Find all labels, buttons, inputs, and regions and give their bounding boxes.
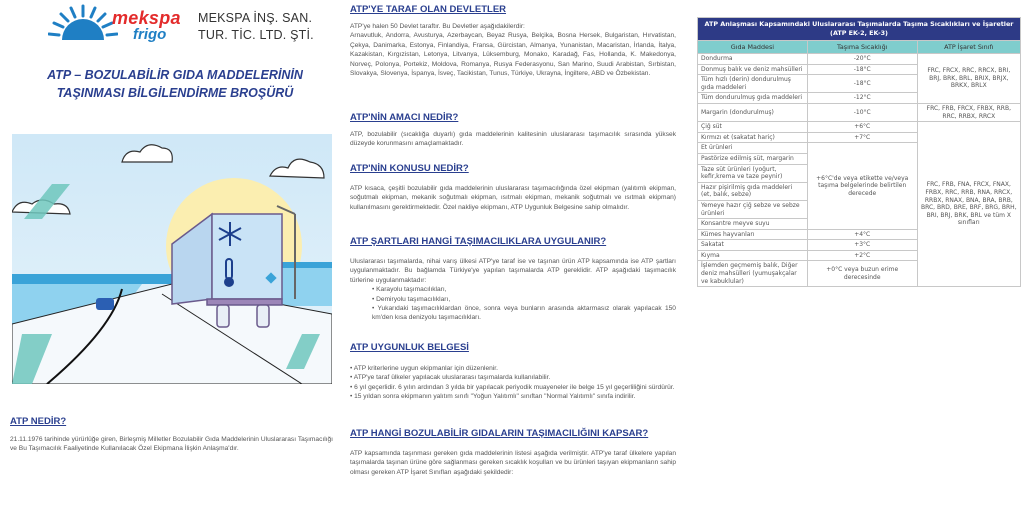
mark-class-cell: FRC, FRB, FRCX, FRBX, RRB, RRC, RRBX, RRCX [917, 103, 1020, 121]
section-heading: ATP UYGUNLUK BELGESİ [350, 342, 469, 353]
section-konusu [350, 163, 676, 212]
section-heading: ATP'NİN AMACI NEDİR? [350, 112, 459, 123]
mark-class-cell: FRC, FRB, FNA, FRCX, FNAX, FRBX, RRC, RRB, RNA, RRCX, RRBX, RNAX, BNA, BRA, BRB, BRC, BRD, BRE, BRF, BRG, BRH, BRI, BRJ, BRK, BRL ve tüm X sınıfları [917, 122, 1020, 287]
list-item: • ATP'ye taraf ülkeler yapılacak uluslararası taşımalarda kullanılabilir. [350, 373, 676, 382]
transport-type-list [350, 285, 676, 323]
left-column [10, 0, 340, 528]
truck-illustration [12, 134, 332, 384]
food-cell: Kırmızı et (sakatat hariç) [698, 132, 808, 143]
temperature-cell: -12°C [807, 93, 917, 104]
food-cell: Yemeye hazır çiğ sebze ve sebze ürünleri [698, 200, 808, 218]
table-row [698, 54, 1021, 65]
section-heading: ATP HANGİ BOZULABİLİR GIDALARIN TAŞIMACILIĞINI KAPSAR? [350, 428, 649, 439]
temperature-cell: +6°C'de veya etikette ve/veya taşıma belgelerinde belirtilen derecede [807, 143, 917, 229]
company-logo [38, 2, 318, 44]
list-item: • Demiryolu taşımacılıkları, [372, 295, 676, 304]
food-cell: Dondurma [698, 54, 808, 65]
temperature-cell: +7°C [807, 132, 917, 143]
food-cell: Taze süt ürünleri (yoğurt, kefir,krema ve taze peynir) [698, 164, 808, 182]
temperature-cell: -20°C [807, 54, 917, 65]
section-text: Uluslararası taşımalarda, nihai varış ülkesi ATP'ye taraf ise ve taşınan ürün ATP kapsamında ise ATP şartları uygulanmaktadır. Bu bağlamda Türkiye'ye yapılan taşımalarda ATP gereklidir. ATP aşağıdaki taşımacılık türlerine uygulanmaktadır: [350, 258, 676, 284]
brochure-title-line1: ATP – BOZULABİLİR GIDA MADDELERİNİN [47, 68, 303, 82]
section-taraf-devletler [350, 4, 676, 78]
food-cell: Konsantre meyve suyu [698, 219, 808, 230]
column-header-mark-class: ATP İşaret Sınıfı [917, 41, 1020, 54]
temperature-cell: +0°C veya buzun erime derecesinde [807, 261, 917, 287]
section-text: ATP, bozulabilir (sıcaklığa duyarlı) gıda maddelerinin kalitesinin uluslararası taşımacılık sırasında yüksek düzeyde korunmasını amaçlamaktadır. [350, 131, 676, 148]
food-cell: Kıyma [698, 250, 808, 261]
temperature-cell: -18°C [807, 64, 917, 75]
section-text: 21.11.1976 tarihinde yürürlüğe giren, Birleşmiş Milletler Bozulabilir Gıda Maddelerinin Uluslararası Taşımacılığı ve Bu Taşımacılık Faaliyetinde Kullanılacak Özel Ekipmana İlişkin Anlaşma'dır. [10, 436, 333, 453]
section-amaci [350, 112, 676, 149]
column-header-temperature: Taşıma Sıcaklığı [807, 41, 917, 54]
food-cell: İşlemden geçmemiş balık, Diğer deniz mahsülleri (yumuşakçalar ve kabuklular) [698, 261, 808, 287]
logo-sub-brand: frigo [133, 26, 167, 43]
section-uygunluk-belgesi [350, 342, 676, 402]
table-row [698, 122, 1021, 133]
table-row [698, 103, 1021, 121]
food-cell: Tüm dondurulmuş gıda maddeleri [698, 93, 808, 104]
table-title: ATP Anlaşması Kapsamındaki Uluslararası Taşımalarda Taşıma Sıcaklıkları ve İşaretler (ATP EK-2, EK-3) [698, 18, 1021, 41]
section-text: ATP'ye halen 50 Devlet taraftır. Bu Devletler aşağıdakilerdir: [350, 23, 525, 30]
brochure-title [20, 66, 330, 102]
food-cell: Sakatat [698, 240, 808, 251]
mark-class-cell: FRC, FRCX, RRC, RRCX, BRI, BRJ, BRK, BRL, BRIX, BRJX, BRKX, BRLX [917, 54, 1020, 104]
food-cell: Et ürünleri [698, 143, 808, 154]
temperature-cell: +6°C [807, 122, 917, 133]
section-heading: ATP NEDİR? [10, 416, 67, 427]
section-kapsar [350, 428, 676, 477]
list-item: • ATP kriterlerine uygun ekipmanlar için düzenlenir. [350, 364, 676, 373]
food-cell: Çiğ süt [698, 122, 808, 133]
brochure-title-line2: TAŞINMASI BİLGİLENDİRME BROŞÜRÜ [56, 86, 294, 100]
food-cell: Pastörize edilmiş süt, margarin [698, 153, 808, 164]
food-cell: Donmuş balık ve deniz mahsülleri [698, 64, 808, 75]
logo-brand: mekspa [112, 8, 181, 28]
food-cell: Tüm hızlı (derin) dondurulmuş gıda maddeleri [698, 75, 808, 93]
section-text: ATP kısaca, çeşitli bozulabilir gıda maddelerinin uluslararası taşımacılığında özel ekipman (yalıtımlı ekipman, soğutmalı ekipman, mekanik soğutmalı ekipman, ısıtmalı ekipman, mekanik soğutmalı ve ısıtmalı ekipman) kullanılmasını gerektirmektedir. Özel nakliye ekipmanı, ATP Uygunluk Belgesine sahip olmalıdır. [350, 185, 676, 211]
company-name [198, 10, 314, 44]
certificate-list [350, 364, 676, 402]
temperature-cell: +2°C [807, 250, 917, 261]
food-cell: Kümes hayvanları [698, 229, 808, 240]
list-item: • Yukarıdaki taşımacılıklardan önce, sonra veya bunların arasında aktarmasız olarak yapılacak 150 km'den kısa denizyolu taşımacılıkları. [372, 304, 676, 323]
food-cell: Hazır pişirilmiş gıda maddeleri (et, balık, sebze) [698, 182, 808, 200]
column-header-food: Gıda Maddesi [698, 41, 808, 54]
temperature-cell: +3°C [807, 240, 917, 251]
atp-temperature-table [697, 17, 1021, 287]
company-name-line1: MEKSPA İNŞ. SAN. [198, 11, 313, 25]
temperature-cell: -10°C [807, 103, 917, 121]
list-item: • 15 yıldan sonra ekipmanın yalıtım sınıfı "Yoğun Yalıtımlı" sınıftan "Normal Yalıtımlı" sınıfa indirilir. [350, 392, 676, 401]
country-list: Arnavutluk, Andorra, Avusturya, Azerbaycan, Beyaz Rusya, Belçika, Bosna Hersek, Bulgaristan, Hırvatistan, Çekya, Danimarka, Estonya, Finlandiya, Fransa, Gürcistan, Almanya, Yunanistan, Macaristan, İrlanda, İtalya, Kazakistan, Kırgızistan, Letonya, Litvanya, Lüksemburg, Monako, Karadağ, Fas, Hollanda, K. Makedonya, Norveç, Polonya, Portekiz, Moldova, Romanya, Rusya Federasyonu, San Marino, Suudi Arabistan, Sırbistan, Slovakya, Slovenya, İspanya, İsveç, Tacikistan, Tunus, Türkiye, Ukrayna, İngiltere, ABD ve Özbekistan. [350, 32, 676, 78]
temperature-cell: -18°C [807, 75, 917, 93]
sun-logo-icon [48, 4, 118, 42]
middle-column [350, 0, 676, 528]
section-heading: ATP ŞARTLARI HANGİ TAŞIMACILIKLARA UYGULANIR? [350, 236, 607, 247]
food-cell: Margarin (dondurulmuş) [698, 103, 808, 121]
section-heading: ATP'YE TARAF OLAN DEVLETLER [350, 4, 507, 15]
temperature-cell: +4°C [807, 229, 917, 240]
table [697, 17, 1021, 287]
section-atp-nedir [10, 416, 333, 454]
list-item: • Karayolu taşımacılıkları, [372, 285, 676, 294]
section-sartlari [350, 236, 676, 323]
car-shape [96, 298, 114, 310]
company-name-line2: TUR. TİC. LTD. ŞTİ. [198, 28, 314, 42]
section-text: ATP kapsamında taşınması gereken gıda maddelerinin listesi aşağıda verilmiştir. ATP'ye taraf ülkelere yapılan taşımalarda taşınan ürüne göre sağlanması gereken sıcaklık koşulları ve bu ürünleri taşıyan ekipmanların sahip olması gereken ATP İşaret Sınıfları aşağıdaki şekildedir: [350, 450, 676, 476]
list-item: • 6 yıl geçerlidir. 6 yılın ardından 3 yılda bir yapılacak periyodik muayeneler ile belge 15 yıl geçerliliğini sürdürür. [350, 383, 676, 392]
section-heading: ATP'NİN KONUSU NEDİR? [350, 163, 469, 174]
